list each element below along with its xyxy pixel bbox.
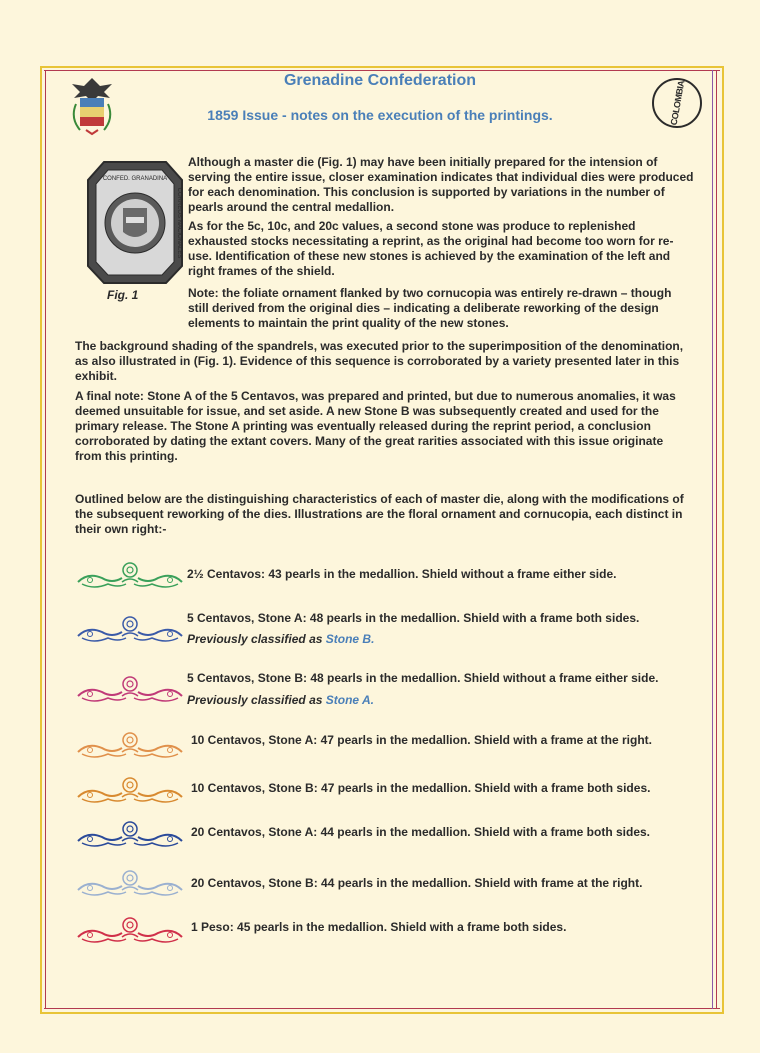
- previous-stone-name: Stone A.: [325, 693, 374, 707]
- border-bottom-yellow: [40, 1012, 724, 1014]
- paragraph-5: A final note: Stone A of the 5 Centavos, was prepared and printed, but due to numerous anomalies, it was deemed unsuitable for issue, and set aside. A new Stone B was subsequently created and used for the primary release. The Stone A printing was eventually released during the reprint period, a conclusion corroborated by dating the extant covers. Many of the great rarities associated with this issue originate from this printing.: [75, 389, 676, 463]
- border-right-yellow: [722, 66, 724, 1014]
- figure-label: Fig. 1: [107, 288, 139, 302]
- stamp-top-text: CONFED. GRANADINA: [102, 176, 168, 182]
- die-description: 2½ Centavos: 43 pearls in the medallion. Shield without a frame either side.: [187, 567, 617, 581]
- page-subtitle: 1859 Issue - notes on the execution of the printings.: [207, 107, 553, 123]
- paragraph-3: Note: the foliate ornament flanked by two cornucopia was entirely re-drawn – though still derived from the original dies – indicating a deliberate reworking of the design elements to maintain the print quality of the new stones.: [188, 286, 672, 330]
- page-title: Grenadine Confederation: [283, 72, 477, 89]
- die-description: 5 Centavos, Stone A: 48 pearls in the medallion. Shield with a frame both sides.: [187, 611, 640, 625]
- floral-ornament-icon: [74, 728, 186, 762]
- die-description: 10 Centavos, Stone A: 47 pearls in the medallion. Shield with a frame at the right.: [191, 733, 652, 747]
- floral-ornament-icon: [74, 773, 186, 807]
- border-top-yellow: [40, 66, 724, 68]
- border-left-red: [45, 70, 46, 1009]
- die-description: 20 Centavos, Stone A: 44 pearls in the medallion. Shield with a frame both sides.: [191, 825, 650, 839]
- die-description: 1 Peso: 45 pearls in the medallion. Shield with a frame both sides.: [191, 920, 567, 934]
- floral-ornament-icon: [74, 558, 186, 592]
- paragraph-1: Although a master die (Fig. 1) may have been initially prepared for the intension of serving the entire issue, closer examination indicates that individual dies were produced for each denomination. This conclusion is supported by variations in the number of pearls around the central medallion.: [188, 155, 694, 214]
- stamp-right-text: CORREOS NACIONALES: [176, 187, 182, 259]
- border-right-red: [716, 70, 717, 1009]
- floral-ornament-icon: [74, 866, 186, 900]
- floral-ornament-icon: [74, 913, 186, 947]
- border-right-purple: [712, 70, 713, 1009]
- previous-classification: [187, 632, 374, 646]
- die-description: 10 Centavos, Stone B: 47 pearls in the medallion. Shield with a frame both sides.: [191, 781, 651, 795]
- previous-classification: [187, 693, 374, 707]
- border-top-red: [44, 70, 720, 71]
- previous-stone-name: Stone B.: [325, 632, 375, 646]
- previous-classification-label: Previously classified as: [187, 632, 326, 646]
- floral-ornament-icon: [74, 672, 186, 706]
- floral-ornament-icon: [74, 817, 186, 851]
- paragraph-2: As for the 5c, 10c, and 20c values, a second stone was produce to replenished exhausted stocks necessitating a reprint, as the original had become too worn for re-use. Identification of these new stones is achieved by the examination of the left and right frames of the shield.: [188, 219, 674, 278]
- die-description: 20 Centavos, Stone B: 44 pearls in the medallion. Shield with frame at the right.: [191, 876, 643, 890]
- border-left-yellow: [40, 66, 42, 1014]
- border-bottom-red: [44, 1008, 720, 1009]
- seal-text: COLOMBIA: [668, 79, 686, 127]
- paragraph-6: Outlined below are the distinguishing characteristics of each of master die, along with the modifications of the subsequent reworking of the dies. Illustrations are the floral ornament and cornucopia, each distinct in their own right:-: [75, 492, 684, 536]
- die-description: 5 Centavos, Stone B: 48 pearls in the medallion. Shield without a frame either side.: [187, 671, 659, 685]
- stamp-illustration: [86, 160, 184, 285]
- paragraph-4: The background shading of the spandrels, was executed prior to the superimposition of the denomination, as also illustrated in (Fig. 1). Evidence of this sequence is corroborated by a variety presented later in this exhibit.: [75, 339, 684, 383]
- floral-ornament-icon: [74, 612, 186, 646]
- previous-classification-label: Previously classified as: [187, 693, 326, 707]
